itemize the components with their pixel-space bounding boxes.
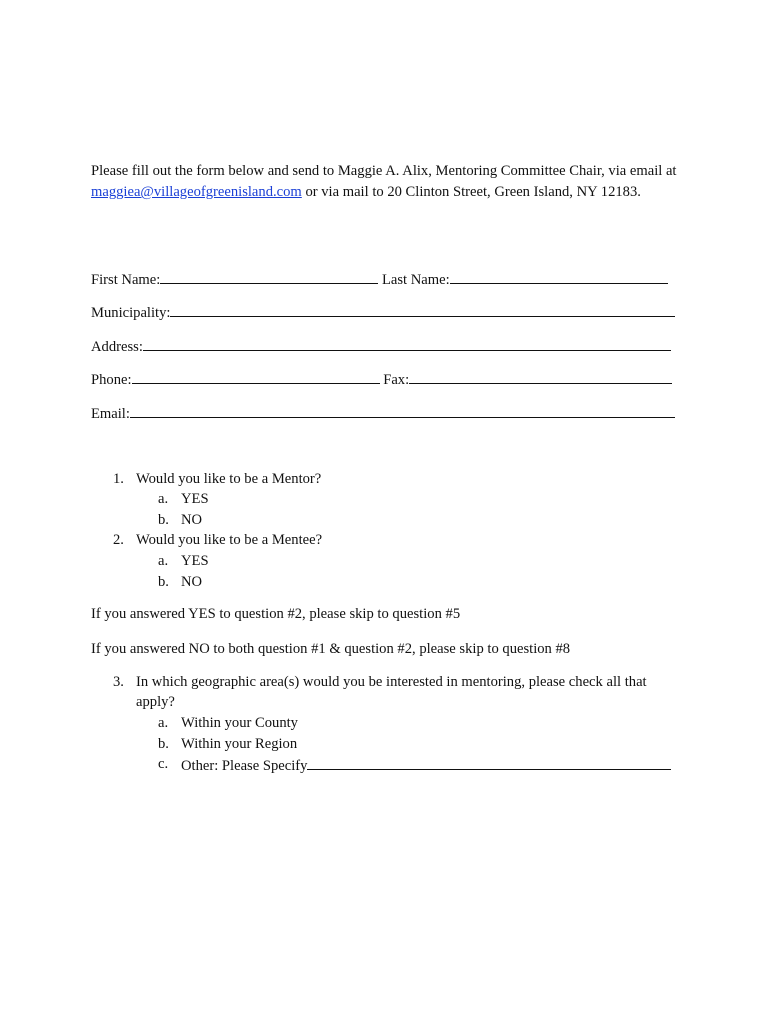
municipality-field[interactable] xyxy=(170,301,675,317)
address-label: Address: xyxy=(91,339,143,355)
intro-text-before: Please fill out the form below and send to Maggie A. Alix, Mentoring Committee Chair, via email at xyxy=(91,163,677,179)
intro-paragraph xyxy=(91,161,681,203)
option-text-wrapper xyxy=(181,754,671,776)
question-text-line1: In which geographic area(s) would you be interested in mentoring, please check all that xyxy=(136,674,647,690)
option-letter: a. xyxy=(158,715,169,731)
skip-note-1: If you answered YES to question #2, please skip to question #5 xyxy=(91,606,461,622)
option-letter: a. xyxy=(158,553,169,569)
option-3a[interactable] xyxy=(158,713,298,733)
option-text: Other: Please Specify xyxy=(181,758,308,774)
option-1b[interactable] xyxy=(158,510,203,530)
phone-label: Phone: xyxy=(91,372,132,388)
address-field[interactable] xyxy=(143,335,671,351)
option-text: NO xyxy=(181,512,203,528)
option-text: YES xyxy=(181,491,209,507)
option-2a[interactable] xyxy=(158,551,209,571)
question-1 xyxy=(113,469,322,489)
question-text: Would you like to be a Mentee? xyxy=(136,532,323,548)
first-name-label: First Name: xyxy=(91,272,161,288)
last-name-label: Last Name: xyxy=(381,272,450,288)
question-2 xyxy=(113,530,323,550)
option-letter: c. xyxy=(158,756,169,772)
option-letter: b. xyxy=(158,574,169,590)
option-3b[interactable] xyxy=(158,734,298,754)
email-label: Email: xyxy=(91,406,130,422)
option-text: Within your County xyxy=(181,715,298,731)
municipality-row xyxy=(91,301,675,323)
municipality-label: Municipality: xyxy=(91,305,171,321)
phone-fax-row xyxy=(91,368,672,390)
first-name-field[interactable] xyxy=(160,268,378,284)
email-field[interactable] xyxy=(130,402,675,418)
intro-text-after: or via mail to 20 Clinton Street, Green Island, NY 12183. xyxy=(301,184,641,200)
option-2b[interactable] xyxy=(158,572,203,592)
option-letter: a. xyxy=(158,491,169,507)
email-link[interactable]: maggiea@villageofgreenisland.com xyxy=(91,184,302,200)
option-text: NO xyxy=(181,574,203,590)
question-3-continued: apply? xyxy=(136,694,175,710)
fax-label: Fax: xyxy=(383,372,410,388)
question-number: 1. xyxy=(113,471,124,487)
option-1a[interactable] xyxy=(158,489,209,509)
phone-field[interactable] xyxy=(132,368,380,384)
option-letter: b. xyxy=(158,512,169,528)
email-row xyxy=(91,402,675,424)
option-text: Within your Region xyxy=(181,736,298,752)
option-3c[interactable] xyxy=(158,754,308,774)
question-3 xyxy=(113,672,647,692)
address-row xyxy=(91,335,671,357)
question-number: 2. xyxy=(113,532,124,548)
fax-field[interactable] xyxy=(409,368,672,384)
other-specify-field[interactable] xyxy=(307,754,671,770)
option-text: YES xyxy=(181,553,209,569)
option-letter: b. xyxy=(158,736,169,752)
question-text: Would you like to be a Mentor? xyxy=(136,471,322,487)
last-name-field[interactable] xyxy=(450,268,668,284)
question-number: 3. xyxy=(113,674,124,690)
skip-note-2: If you answered NO to both question #1 & question #2, please skip to question #8 xyxy=(91,641,571,657)
name-row xyxy=(91,268,668,290)
